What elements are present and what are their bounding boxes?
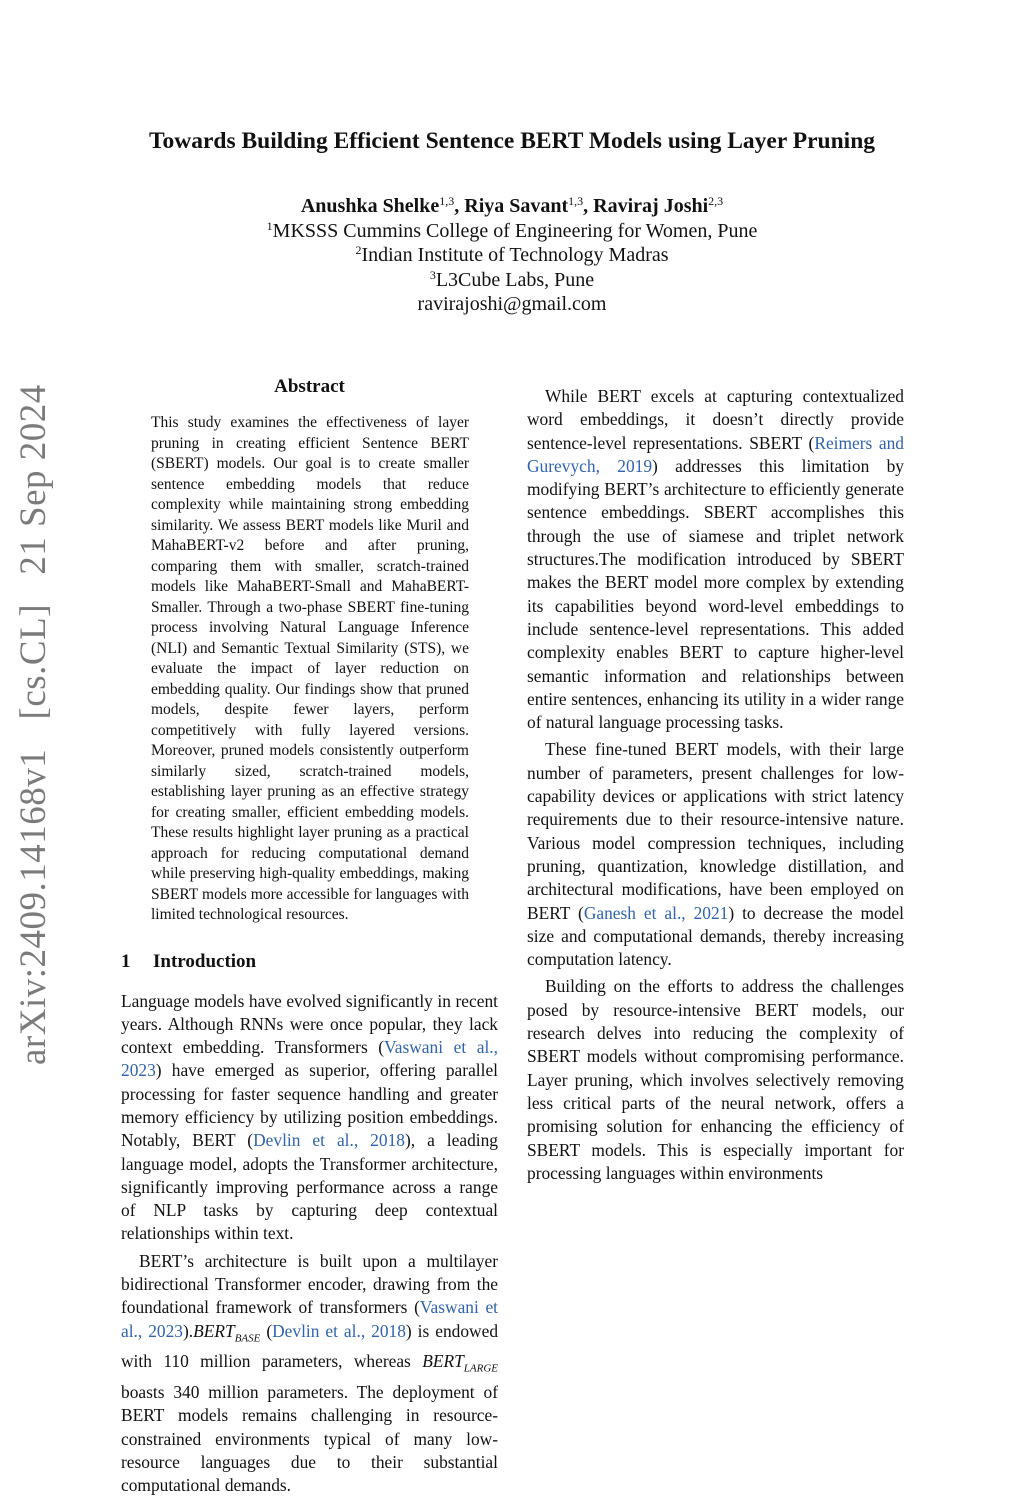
- affiliation-text: L3Cube Labs, Pune: [435, 268, 595, 291]
- paragraph-text: BERT’s architecture is built upon a multilayer bidirectional Transformer encoder, drawing from the foundational framework of transformers (: [121, 1250, 498, 1318]
- citation-link[interactable]: Vaswani et al., 2023: [121, 1037, 498, 1081]
- citation-link[interactable]: Ganesh et al., 2021: [583, 902, 729, 923]
- citation-link[interactable]: Reimers and Gurevych, 2019: [527, 432, 904, 476]
- arxiv-id: arXiv:2409.14168v1: [13, 748, 54, 1065]
- affiliation-mark: 2: [355, 243, 362, 257]
- paragraph-text: ), a leading language model, adopts the Transformer architecture, significantly improving performance across a range of NLP tasks by capturing deep contextual relationships within text.: [121, 1130, 498, 1244]
- author-name: Raviraj Joshi: [593, 195, 709, 217]
- citation-link[interactable]: Devlin et al., 2018: [272, 1320, 406, 1341]
- affiliation-line: [0, 243, 1024, 268]
- section-number: 1: [121, 950, 131, 972]
- math-symbol: BERT: [193, 1320, 235, 1341]
- math-subscript: BASE: [234, 1332, 261, 1345]
- section-heading-introduction: [121, 951, 498, 973]
- affiliation-mark: 3: [429, 267, 436, 282]
- paragraph-text: boasts 340 million parameters. The deployment of BERT models remains challenging in resource-constrained environments typical of many low-resource languages due to their substantial computational demands.: [121, 1382, 498, 1496]
- author-affiliation-mark: 1,3: [568, 194, 584, 208]
- math-bert-large: [422, 1351, 498, 1375]
- affiliation-text: Indian Institute of Technology Madras: [361, 244, 669, 266]
- left-column: [121, 376, 498, 1498]
- author-name: Riya Savant: [464, 195, 569, 217]
- affiliation-text: MKSSS Cummins College of Engineering for Women, Pune: [272, 219, 758, 242]
- arxiv-date: 21 Sep 2024: [13, 384, 54, 575]
- author-list: Anushka Shelke$^{1,3}$, Riya Savant$^{1,3}$, Raviraj Joshi$^{2,3}$: [300, 194, 724, 217]
- author-affiliation-mark: 2,3: [708, 194, 724, 208]
- math-subscript: LARGE: [463, 1362, 498, 1375]
- author-name: Anushka Shelke: [300, 195, 440, 217]
- paper-title: Towards Building Efficient Sentence BERT Models using Layer Pruning: [148, 128, 876, 154]
- paragraph-text: ) addresses this limitation by modifying BERT’s architecture to efficiently generate sentence embeddings. SBERT accomplishes this through the use of siamese and triplet network structures.The modification introduced by SBERT makes the BERT model more complex by extending its capabilities beyond word-level embeddings to include sentence-level representations. This added complexity enables BERT to capture higher-level semantic information and relationships between entire sentences, enhancing its utility in a wider range of natural language processing tasks.: [527, 455, 905, 733]
- affiliation-line: [0, 268, 1024, 293]
- math-bert-base: [193, 1320, 261, 1345]
- intro-paragraph-5: Building on the efforts to address the challenges posed by resource-intensive BERT models, our research delves into reducing the complexity of SBERT models without compromising performance. Layer pruning, which involves selectively removing less critical parts of the neural network, offers a promising solution for enhancing the efficiency of SBERT models. This is especially important for processing languages within environments: [527, 976, 904, 1183]
- abstract-body: This study examines the effectiveness of layer pruning in creating efficient Sentence BERT (SBERT) models. Our goal is to create smaller sentence embedding models that reduce complexity while maintaining strong embedding similarity. We assess BERT models like Muril and MahaBERT-v2 before and after pruning, comparing them with smaller, scratch-trained models like MahaBERT-Small and MahaBERT-Smaller. Through a two-phase SBERT fine-tuning process involving Natural Language Inference (NLI) and Semantic Textual Similarity (STS), we evaluate the impact of layer reduction on embedding quality. Our findings show that pruned models, despite fewer layers, perform competitively with fully layered versions. Moreover, pruned models consistently outperform similarly sized, scratch-trained models, establishing layer pruning as an effective strategy for creating smaller, efficient embedding models. These results highlight layer pruning as a practical approach for reducing computational demand while preserving high-quality embeddings, making SBERT models more accessible for languages with limited technological resources.: [151, 414, 469, 923]
- author-block: [0, 194, 1024, 317]
- author-email: ravirajoshi@gmail.com: [417, 293, 607, 315]
- intro-paragraph-2: [121, 1250, 498, 1498]
- intro-paragraph-1: [121, 990, 498, 1246]
- paragraph-text: ) to decrease the model size and computational demands, thereby increasing computation latency.: [527, 902, 904, 970]
- citation-link[interactable]: Vaswani et al., 2023: [121, 1297, 498, 1341]
- citation-link[interactable]: Devlin et al., 2018: [253, 1130, 405, 1151]
- abstract-heading: Abstract: [274, 376, 345, 397]
- paragraph-text: ) is endowed with 110 million parameters, whereas: [121, 1320, 499, 1372]
- section-title: Introduction: [153, 950, 257, 972]
- paragraph-text: ) have emerged as superior, offering parallel processing for faster sequence handling and greater memory efficiency by utilizing position embeddings. Notably, BERT (: [121, 1060, 498, 1151]
- intro-paragraph-3: [527, 385, 904, 734]
- affiliation-line: [0, 219, 1024, 244]
- math-symbol: BERT: [422, 1351, 464, 1372]
- author-affiliation-mark: 1,3: [439, 194, 455, 208]
- paragraph-text: While BERT excels at capturing contextualized word embeddings, it doesn’t directly provide sentence-level representations. SBERT (: [527, 386, 904, 453]
- affiliation-mark: 1: [266, 218, 273, 233]
- right-column: [527, 381, 904, 1185]
- paragraph-text: ).: [183, 1320, 194, 1341]
- arxiv-category: [cs.CL]: [13, 603, 54, 720]
- arxiv-sidebar-stamp: [12, 384, 55, 1065]
- intro-paragraph-4: [527, 738, 904, 971]
- paragraph-text: Language models have evolved significantly in recent years. Although RNNs were once popular, they lack context embedding. Transformers (: [121, 990, 498, 1058]
- paragraph-text: These fine-tuned BERT models, with their large number of parameters, present challenges for low-capability devices or applications with strict latency requirements due to their resource-intensive nature. Various model compression techniques, including pruning, quantization, knowledge distillation, and architectural modifications, have been employed on BERT (: [527, 739, 904, 923]
- paragraph-text: (: [260, 1320, 273, 1341]
